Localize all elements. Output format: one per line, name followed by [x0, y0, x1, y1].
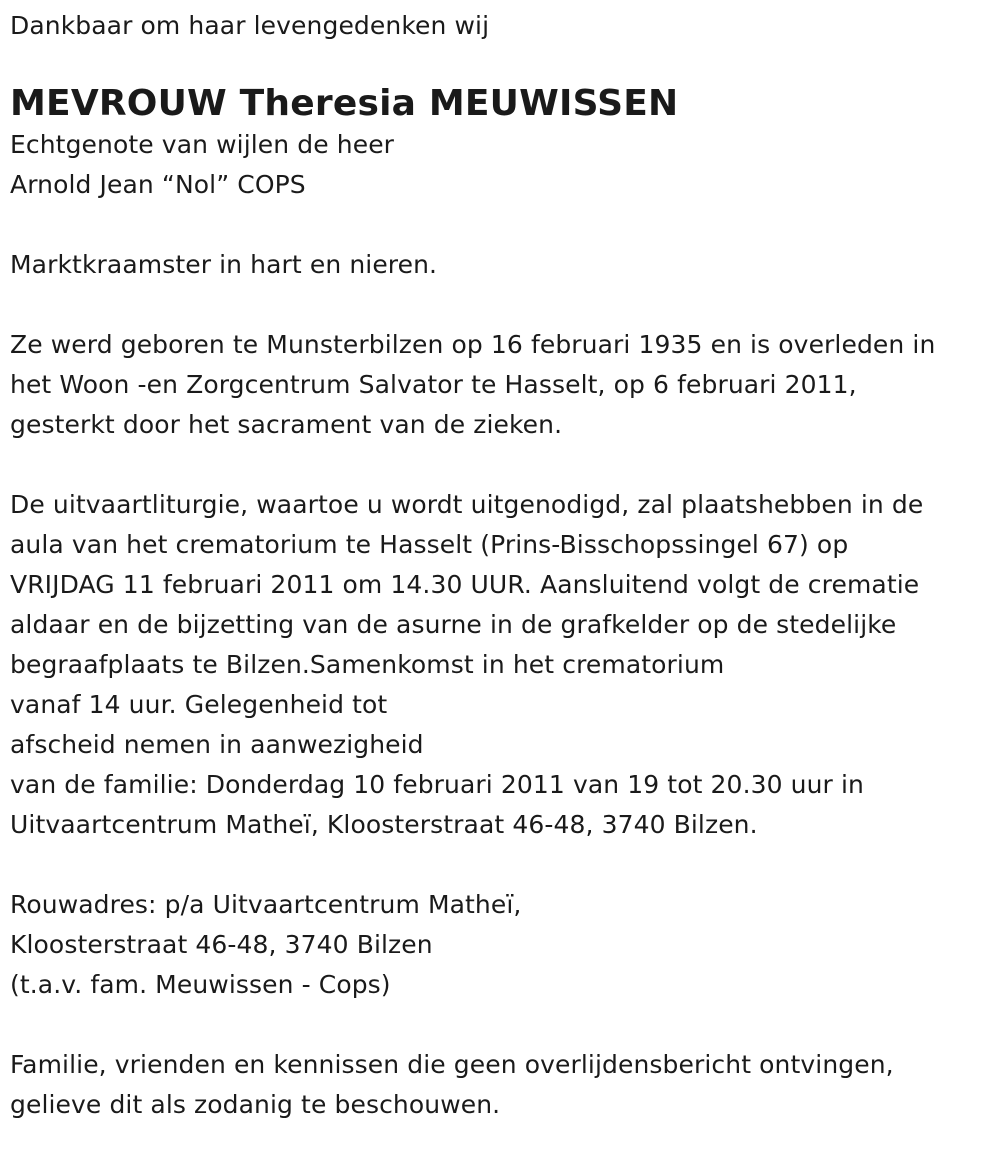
paragraph-gap	[10, 445, 990, 485]
closing-line: Familie, vrienden en kennissen die geen overlijdensbericht ontvingen,	[10, 1050, 894, 1079]
mourning-address-line: Rouwadres: p/a Uitvaartcentrum Matheï,	[10, 890, 522, 919]
spouse-line-1: Echtgenote van wijlen de heer	[10, 130, 395, 159]
funeral-line: aula van het crematorium te Hasselt (Prins-Bisschopssingel 67) op	[10, 530, 849, 559]
paragraph-gap	[10, 1005, 990, 1045]
birth-death-line: het Woon -en Zorgcentrum Salvator te Hasselt, op 6 februari 2011,	[10, 370, 857, 399]
birth-death-paragraph	[10, 325, 990, 445]
funeral-line: afscheid nemen in aanwezigheid	[10, 730, 424, 759]
intro-text: Dankbaar om haar levengedenken wij	[10, 11, 490, 40]
mourning-address-line: Kloosterstraat 46-48, 3740 Bilzen	[10, 930, 433, 959]
birth-death-line: gesterkt door het sacrament van de zieken.	[10, 410, 563, 439]
birth-death-line: Ze werd geboren te Munsterbilzen op 16 februari 1935 en is overleden in	[10, 330, 936, 359]
spouse-line-2: Arnold Jean “Nol” COPS	[10, 170, 306, 199]
paragraph-gap	[10, 845, 990, 885]
closing-line: gelieve dit als zodanig te beschouwen.	[10, 1090, 501, 1119]
mourning-address-line: (t.a.v. fam. Meuwissen - Cops)	[10, 970, 391, 999]
mourning-address-paragraph	[10, 885, 990, 1005]
funeral-line: aldaar en de bijzetting van de asurne in de grafkelder op de stedelijke	[10, 610, 897, 639]
paragraph-gap	[10, 285, 990, 325]
funeral-paragraph	[10, 485, 990, 845]
paragraph-gap	[10, 205, 990, 245]
tagline: Marktkraamster in hart en nieren.	[10, 250, 438, 279]
funeral-line: VRIJDAG 11 februari 2011 om 14.30 UUR. Aansluitend volgt de crematie	[10, 570, 920, 599]
funeral-line: begraafplaats te Bilzen.Samenkomst in het crematorium	[10, 650, 725, 679]
funeral-line: vanaf 14 uur. Gelegenheid tot	[10, 690, 388, 719]
funeral-line: De uitvaartliturgie, waartoe u wordt uitgenodigd, zal plaatshebben in de	[10, 490, 924, 519]
funeral-line: van de familie: Donderdag 10 februari 2011 van 19 tot 20.30 uur in	[10, 770, 864, 799]
funeral-line: Uitvaartcentrum Matheï, Kloosterstraat 46-48, 3740 Bilzen.	[10, 810, 758, 839]
closing-paragraph	[10, 1045, 990, 1125]
deceased-name: MEVROUW Theresia MEUWISSEN	[10, 83, 679, 124]
